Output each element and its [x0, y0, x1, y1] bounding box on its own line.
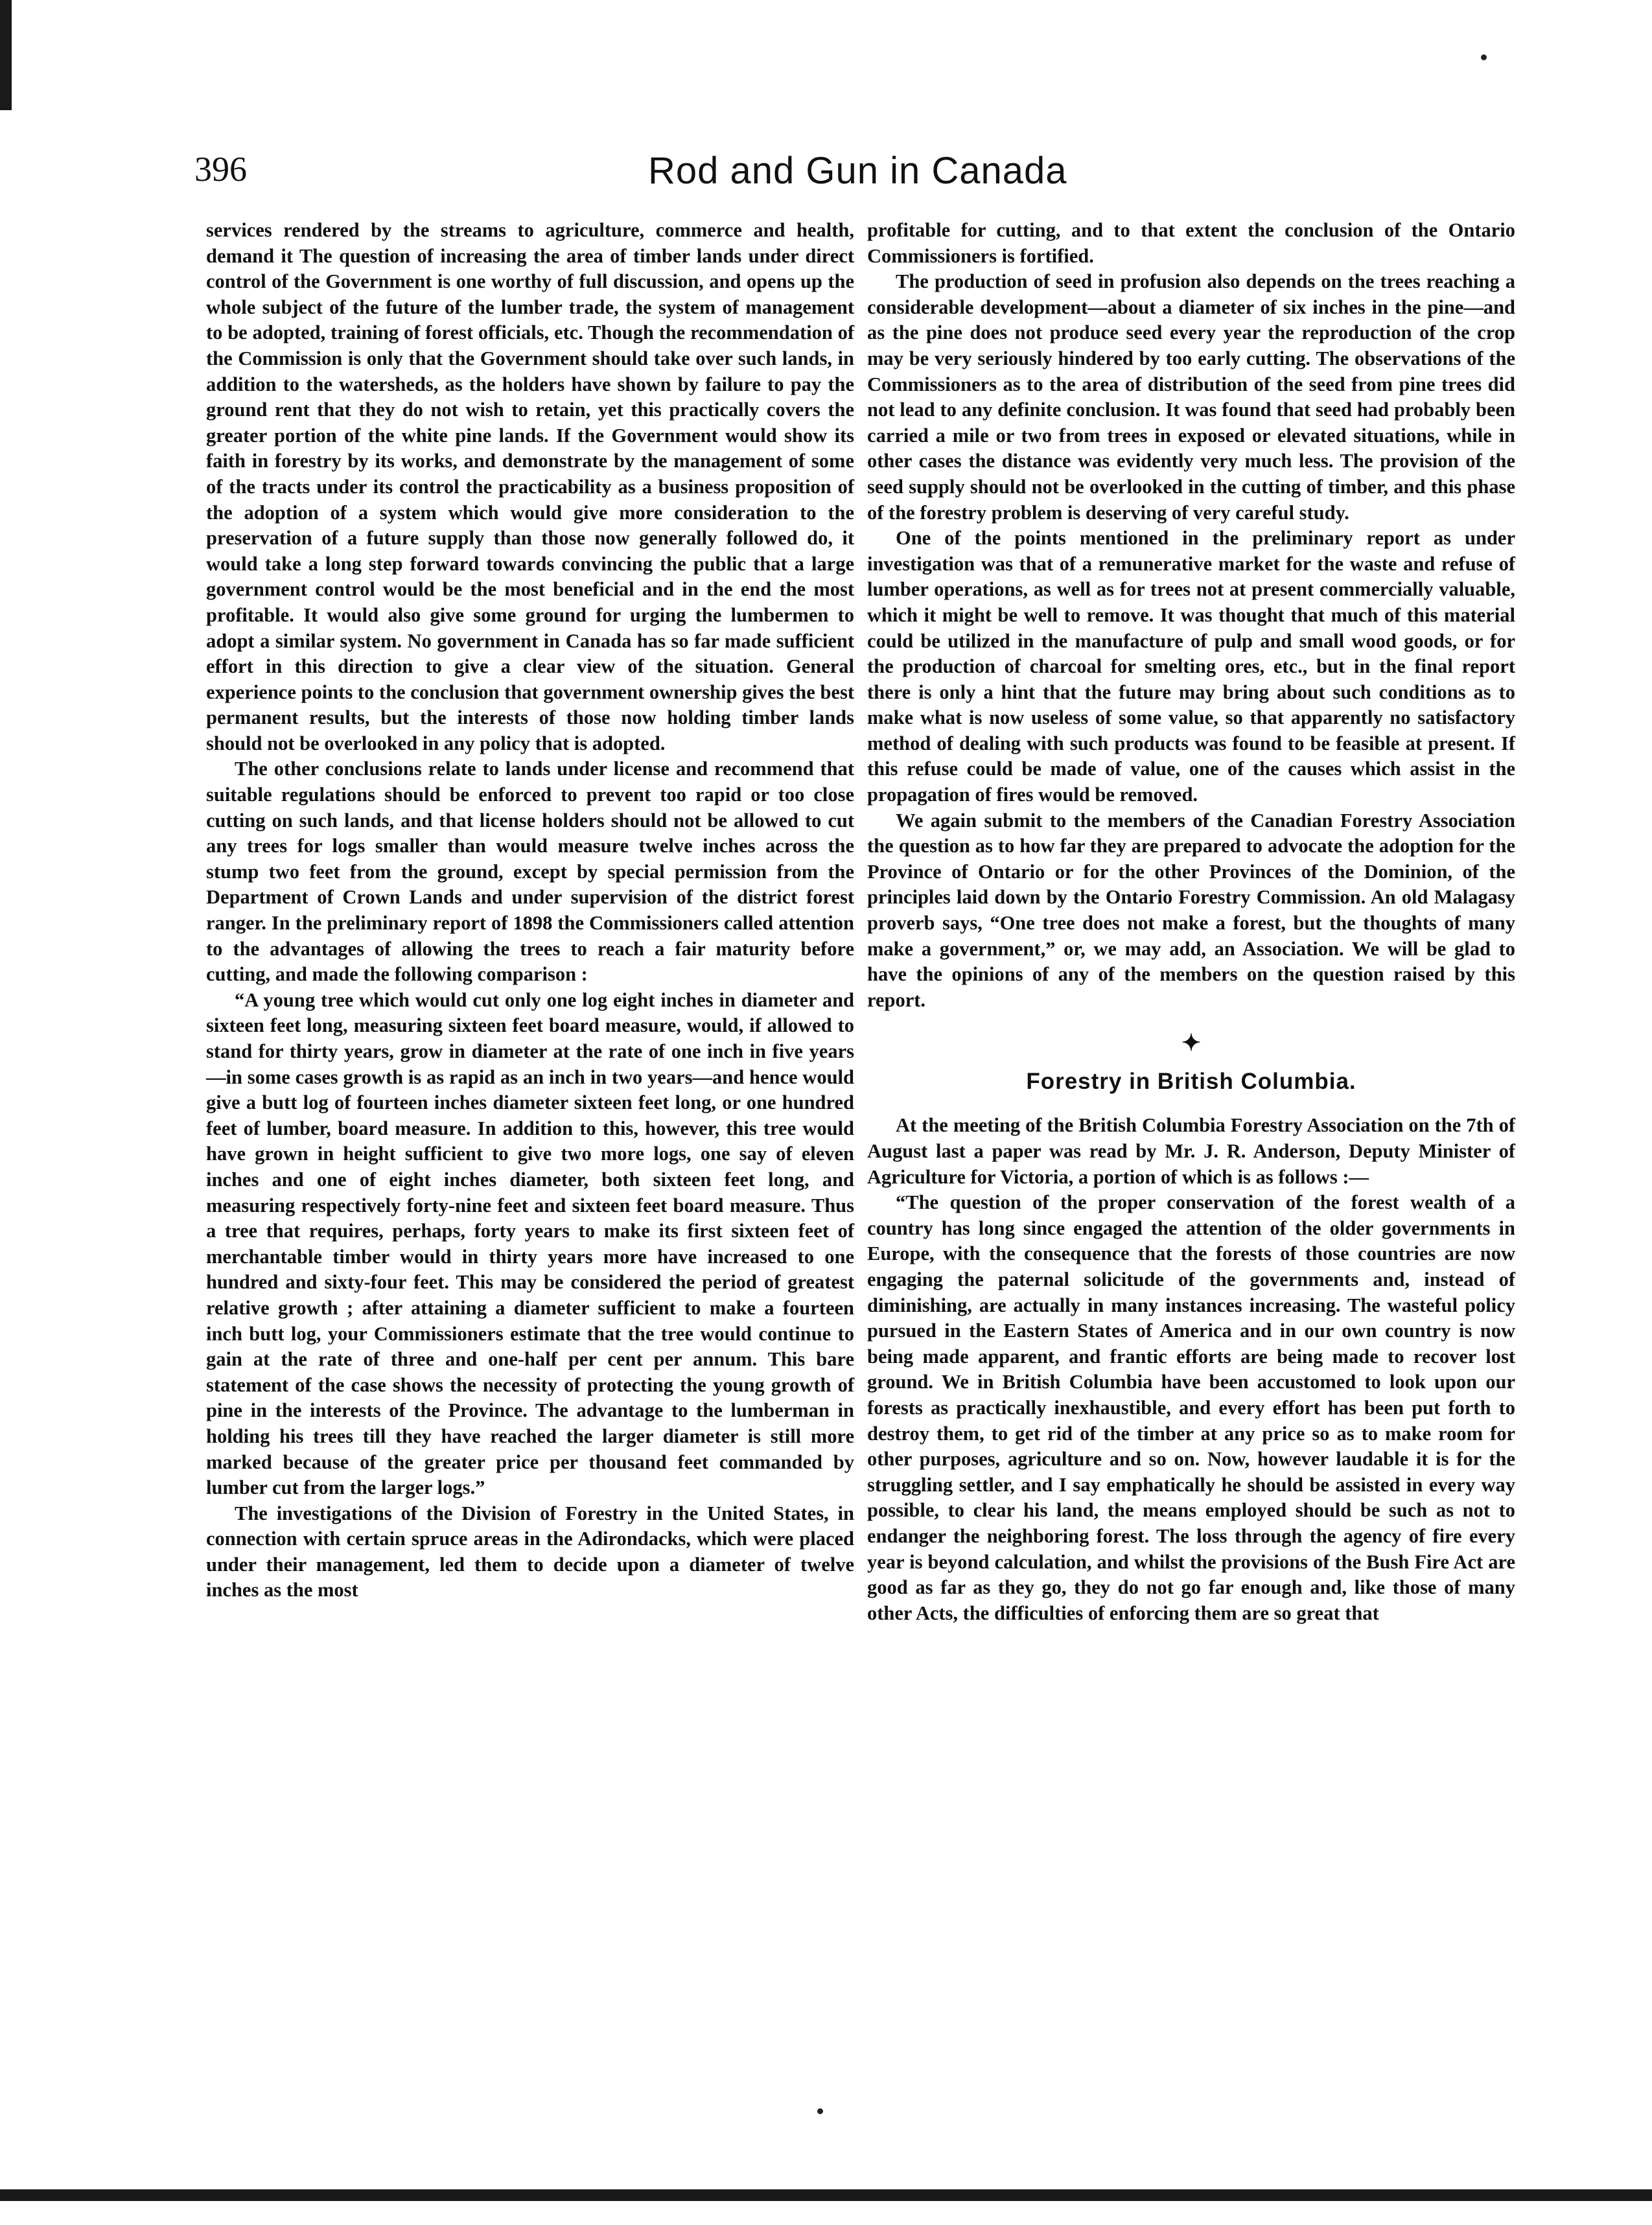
paragraph: One of the points mentioned in the preliminary report as under investigation was that of a remunerative market for the waste and refuse of lumber operations, as well as for trees not at present commercially valuable, which it might be well to remove. It was thought that much of this material could be utilized in the manufacture of pulp and small wood goods, or for the production of charcoal for smelting ores, etc., but in the final report there is only a hint that the future may bring about such conditions as to make what is now useless of some value, so that apparently no satisfactory method of dealing with such products was found to be feasible at present. If this refuse could be made of value, one of the causes which assist in the propagation of fires would be removed. [867, 527, 1515, 806]
scan-edge-mark [0, 0, 12, 110]
ink-speck [1481, 54, 1487, 60]
paragraph: At the meeting of the British Columbia Forestry Association on the 7th of August last a paper was read by Mr. J. R. Anderson, Deputy Minister of Agriculture for Victoria, a portion of which is as follows :— [867, 1114, 1515, 1188]
bottom-rule [0, 2189, 1652, 2201]
right-column [867, 218, 1515, 1626]
page-number: 396 [194, 150, 247, 189]
left-column [206, 218, 854, 1603]
paragraph: profitable for cutting, and to that extent the conclusion of the Ontario Commissioners is fortified. [867, 219, 1515, 267]
paragraph: We again submit to the members of the Canadian Forestry Association the question as to how far they are prepared to advocate the adoption for the Province of Ontario or for the other Provinces of the Dominion, of the principles laid down by the Ontario Forestry Commission. An old Malagasy proverb says, “One tree does not make a forest, but the thoughts of many make a government,” or, we may add, an Association. We will be glad to have the opinions of any of the members on the question raised by this report. [867, 809, 1515, 1011]
section-divider-ornament: ✦ [1181, 1030, 1202, 1056]
paragraph: services rendered by the streams to agriculture, commerce and health, demand it The question of increasing the area of timber lands under direct control of the Government is one worthy of full discussion, and opens up the whole subject of the future of the lumber trade, the system of management to be adopted, training of forest officials, etc. Though the recommendation of the Commission is only that the Government should take over such lands, in addition to the watersheds, as the holders have shown by failure to pay the ground rent that they do not wish to retain, yet this practically covers the greater portion of the white pine lands. If the Government would show its faith in forestry by its works, and demonstrate by the management of some of the tracts under its control the practicability as a business proposition of the adoption of a system which would give more consideration to the preservation of a future supply than those now generally followed do, it would take a long step forward towards convincing the public that a large government control would be the most beneficial and in the end the most profitable. It would also give some ground for urging the lumbermen to adopt a similar system. No government in Canada has so far made sufficient effort in this direction to give a clear view of the situation. General experience points to the conclusion that government ownership gives the best permanent results, but the interests of those now holding timber lands should not be overlooked in any policy that is adopted. [206, 219, 854, 754]
section-heading: Forestry in British Columbia. [1026, 1069, 1356, 1095]
ink-speck [817, 2108, 823, 2114]
quoted-paragraph: “A young tree which would cut only one log eight inches in diameter and sixteen feet long, measuring sixteen feet board measure, would, if allowed to stand for thirty years, grow in diameter at the rate of one inch in five years—in some cases growth is as rapid as an inch in two years—and hence would give a butt log of fourteen inches diameter sixteen feet long, or one hundred feet of lumber, board measure. In addition to this, however, this tree would have grown in height sufficient to give two more logs, one say of eleven inches and one of eight inches diameter, both sixteen feet long, and measuring respectively forty-nine feet and sixteen feet board measure. Thus a tree that requires, perhaps, forty years to make its first sixteen feet of merchantable timber would in thirty years more have increased to one hundred and sixty-four feet. This may be considered the period of greatest relative growth ; after attaining a diameter sufficient to make a fourteen inch butt log, your Commissioners estimate that the tree would continue to gain at the rate of three and one-half per cent per annum. This bare statement of the case shows the necessity of protecting the young growth of pine in the interests of the Province. The advantage to the lumberman in holding his trees till they have reached the larger diameter is still more marked because of the greater price per thousand feet commanded by lumber cut from the larger logs.” [206, 988, 854, 1499]
quoted-paragraph: “The question of the proper conservation of the forest wealth of a country has long since engaged the attention of the older governments in Europe, with the consequence that the forests of those countries are now engaging the paternal solicitude of the governments and, instead of diminishing, are actually in many instances increasing. The wasteful policy pursued in the Eastern States of America and in our own country is now being made apparent, and frantic efforts are being made to recover lost ground. We in British Columbia have been accustomed to look upon our forests as practically inexhaustible, and every effort has been put forth to destroy them, to get rid of the timber at any price so as to make room for other purposes, agriculture and so on. Now, however laudable it is for the struggling settler, and I say emphatically he should be assisted in every way possible, to clear his land, the means employed should be such as not to endanger the neighboring forest. The loss through the agency of fire every year is beyond calculation, and whilst the provisions of the Bush Fire Act are good as far as they go, they do not go far enough and, like those of many other Acts, the difficulties of enforcing them are so great that [867, 1191, 1515, 1624]
paragraph: The production of seed in profusion also depends on the trees reaching a considerable development—about a diameter of six inches in the pine—and as the pine does not produce seed every year the reproduction of the crop may be very seriously hindered by too early cutting. The observations of the Commissioners as to the area of distribution of the seed from pine trees did not lead to any definite conclusion. It was found that seed had probably been carried a mile or two from trees in exposed or elevated situations, while in other cases the distance was evidently very much less. The provision of the seed supply should not be overlooked in the cutting of timber, and this phase of the forestry problem is deserving of very careful study. [867, 270, 1515, 524]
running-title: Rod and Gun in Canada [648, 150, 1067, 192]
paragraph: The other conclusions relate to lands under license and recommend that suitable regulations should be enforced to prevent too rapid or too close cutting on such lands, and that license holders should not be allowed to cut any trees for logs smaller than would measure twelve inches across the stump two feet from the ground, except by special permission from the Department of Crown Lands and under supervision of the district forest ranger. In the preliminary report of 1898 the Commissioners called attention to the advantages of allowing the trees to reach a fair maturity before cutting, and made the following comparison : [206, 758, 854, 986]
paragraph: The investigations of the Division of Forestry in the United States, in connection with certain spruce areas in the Adirondacks, which were placed under their management, led them to decide upon a diameter of twelve inches as the most [206, 1502, 854, 1602]
